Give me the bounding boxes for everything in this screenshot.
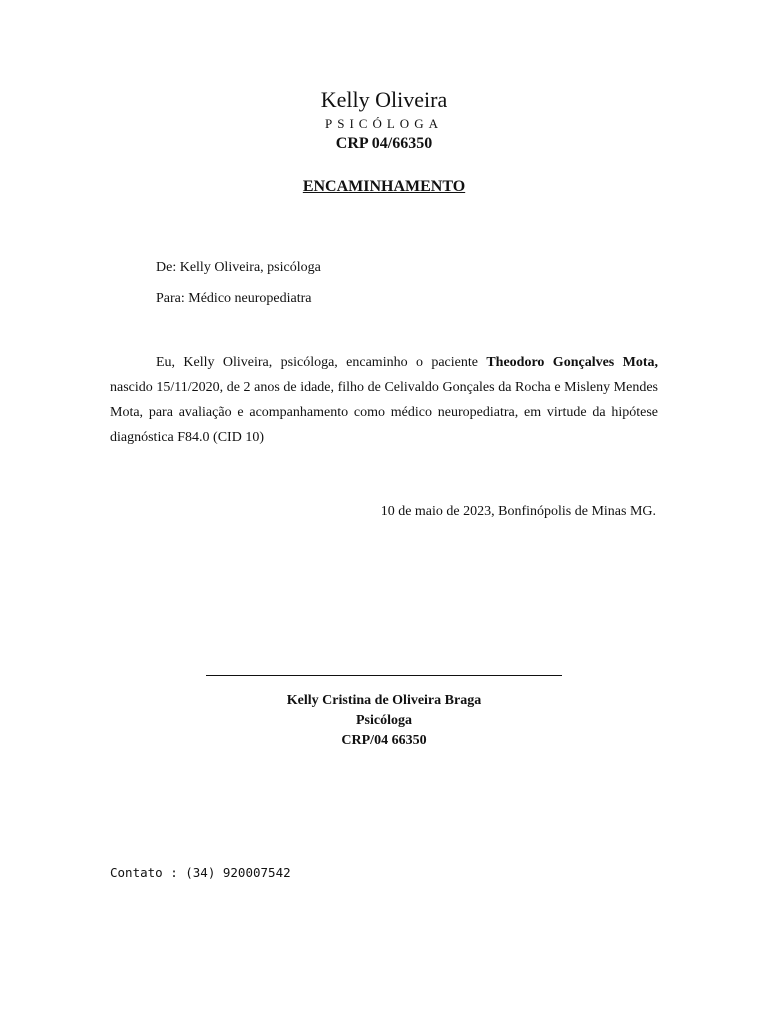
header-profession: PSICÓLOGA	[325, 116, 443, 131]
to-line: Para: Médico neuropediatra	[156, 291, 312, 306]
signature-name: Kelly Cristina de Oliveira Braga	[286, 693, 482, 708]
from-line: De: Kelly Oliveira, psicóloga	[156, 260, 321, 275]
signature-line	[206, 675, 562, 676]
signature-role: Psicóloga	[356, 713, 412, 728]
date-place: 10 de maio de 2023, Bonfinópolis de Minas MG.	[380, 504, 656, 519]
header-name: Kelly Oliveira	[320, 87, 448, 112]
header-crp: CRP 04/66350	[335, 135, 433, 152]
document-title: ENCAMINHAMENTO	[302, 178, 466, 195]
signature-crp: CRP/04 66350	[341, 733, 427, 748]
contact-line: Contato : (34) 920007542	[110, 865, 291, 880]
referral-paragraph	[110, 350, 658, 450]
paragraph-intro: Eu, Kelly Oliveira, psicóloga, encaminho o paciente	[156, 355, 487, 370]
patient-name: Theodoro Gonçalves Mota,	[486, 355, 658, 370]
paragraph-rest: nascido 15/11/2020, de 2 anos de idade, filho de Celivaldo Gonçales da Rocha e Misleny Mendes Mota, para avaliação e acompanhamento como médico neuropediatra, em virtude da hipótese diagnóstica F84.0 (CID 10)	[110, 380, 658, 445]
